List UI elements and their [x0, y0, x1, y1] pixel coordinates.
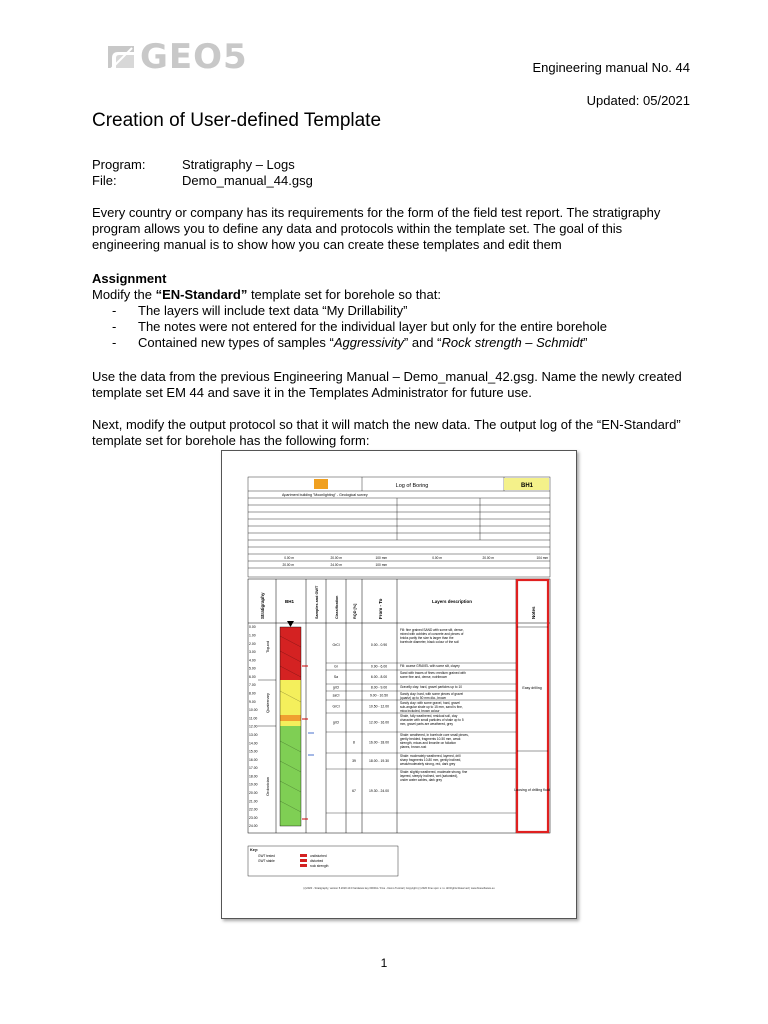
- fill-layer: [280, 627, 301, 680]
- bullet-italic: Aggressivity: [333, 335, 404, 350]
- logo-text: GEO5: [140, 37, 248, 77]
- depth-tick-label: 16.00: [249, 757, 258, 762]
- key-title: Key:: [250, 848, 259, 852]
- bullet-text: ” and “: [403, 335, 442, 350]
- bullet-text: The layers will include text data “My Drillability”: [138, 303, 408, 318]
- layer-range: 0.90 - 6.00: [370, 664, 388, 669]
- meta-label: File:: [92, 173, 117, 188]
- stratum-label: Ordovician: [265, 776, 270, 796]
- col-header-samples: Samples and GWT: [315, 585, 319, 619]
- drill-cell: 20.00 m: [282, 563, 294, 567]
- layer-description: Gravelly clay: hard, gravel particles up to 10: [400, 685, 463, 689]
- layer-rqd: 67: [352, 789, 356, 793]
- depth-tick-label: 19.00: [249, 782, 258, 787]
- borehole-column: [280, 621, 314, 826]
- depth-tick-label: 17.00: [249, 766, 258, 771]
- layer-description: Shale: moderately weathered, layered, drill sharp fragments 10-80 mm, gently inclined, weak/moderately strong, red, dark grey: [400, 754, 462, 766]
- layer-description: Shale: weathered, in borehole core small pieces, gently bedded, fragments 10-50 mm, weak strength, micas and limonite on foliation planes, brown-rust: [400, 733, 469, 749]
- layer-description: Fill: fine grained SAND with some silt, dense, mixed with cobbles of concrete and pieces of bricks partly the size is larger than the borehole diameter, black colour of the soil: [400, 628, 464, 644]
- depth-tick-label: 9.00: [249, 699, 256, 704]
- layer-description: Shale: slightly weathered, moderate strong, fine layered, steeply inclined, wet (saturated), under water cables, dark grey: [400, 770, 468, 782]
- key-item: GWT stable: [258, 859, 275, 863]
- paragraph-data-source: Use the data from the previous Engineering Manual – Demo_manual_42.gsg. Name the newly created template set EM 44 and save it in the Templates Administrator for future use.: [92, 369, 682, 400]
- layer-classification: grCl: [332, 685, 340, 690]
- key-items: [258, 854, 329, 868]
- lead-bold: “EN-Standard”: [155, 287, 248, 302]
- col-header-stratigraphy: Stratigraphy: [260, 592, 265, 619]
- assignment-list: [112, 303, 607, 351]
- bullet-italic: Rock strength – Schmidt: [441, 335, 584, 350]
- drill-cell: 24.00 m: [330, 563, 342, 567]
- layer-description: Sandy clay: hard, with some pieces of gravel (quartz) up to 50 mm dia., brown: [400, 692, 464, 700]
- depth-tick-label: 0.00: [249, 625, 256, 630]
- list-item: - The notes were not entered for the individual layer but only for the entire borehole: [112, 319, 608, 334]
- depth-tick-label: 13.00: [249, 732, 258, 737]
- log-footer: (c)2020 - Stratigraphy, version 5.2020.10.0 hardware key 000011 / Fine - Demo Tutorial | Copyright (c) 2020 Fine spol. s r.o. All Rights Reserved | www.finesoftware.eu: [303, 887, 495, 890]
- log-borehole-id: BH1: [520, 483, 534, 489]
- drill-cell: 20.00 m: [482, 556, 494, 560]
- layer-classification: Gr: [334, 664, 338, 669]
- geo5-logo: [104, 37, 248, 77]
- depth-tick-label: 12.00: [249, 724, 258, 729]
- depth-tick-label: 15.00: [249, 749, 258, 754]
- clay-layer: [280, 715, 301, 721]
- layer-range: 18.00 - 19.30: [369, 759, 389, 763]
- borehole-log-figure: [221, 450, 577, 919]
- col-header-notes: Notes: [531, 606, 536, 619]
- key-item: undisturbed: [310, 854, 327, 858]
- bullet-text: The notes were not entered for the individual layer but only for the entire borehole: [138, 319, 608, 334]
- meta-value: Stratigraphy – Logs: [182, 157, 295, 172]
- layer-classification: saCl: [332, 693, 340, 698]
- key-item: disturbed: [310, 859, 324, 863]
- meta-program: [92, 157, 295, 172]
- layer-rqd: 8: [353, 740, 355, 745]
- depth-axis: [249, 625, 258, 828]
- layer-range: 0.00 - 0.90: [370, 643, 388, 647]
- layer-description: Sandy clay: with some gravel, hard, gravel sub-angular shale up to 15 mm, sand is fine, mica included, brown colour: [400, 701, 463, 713]
- meta-value: Demo_manual_44.gsg: [182, 173, 313, 188]
- lead-text: Modify the: [92, 287, 156, 302]
- drill-cell: 0.00 m: [432, 556, 442, 560]
- layer-range: 6.00 - 8.00: [370, 675, 388, 679]
- list-item: - Contained new types of samples “Aggressivity” and “Rock strength – Schmidt”: [112, 335, 588, 350]
- layer-description: Fill: coarse GRAVEL with some silt, clayey: [400, 664, 460, 668]
- manual-number: Engineering manual No. 44: [532, 60, 690, 75]
- company-logo-icon: [314, 479, 328, 489]
- depth-tick-label: 6.00: [249, 674, 256, 679]
- depth-tick-label: 10.00: [249, 708, 258, 713]
- page-number: 1: [380, 956, 388, 970]
- note-easy-drilling: Easy drilling: [522, 686, 542, 690]
- log-title: Log of Boring: [395, 483, 429, 489]
- layer-range: 8.00 - 9.00: [370, 685, 388, 690]
- layer-description: Sand with traces of fines: medium grained with some fine and, dense, nutribrown: [400, 671, 466, 679]
- key-item: GWT tested: [258, 854, 275, 858]
- col-header-bh1: BH1: [285, 599, 295, 604]
- depth-tick-label: 18.00: [249, 774, 258, 779]
- bullet-text: Contained new types of samples “: [138, 335, 334, 350]
- drill-cell: 100 mm: [375, 556, 387, 560]
- depth-tick-label: 8.00: [249, 691, 256, 696]
- assignment-lead: [92, 287, 441, 302]
- key-item: rock strength: [310, 864, 329, 868]
- lead-text: template set for borehole so that:: [247, 287, 441, 302]
- assignment-heading: Assignment: [92, 271, 167, 286]
- depth-tick-label: 21.00: [249, 799, 258, 804]
- depth-tick-label: 20.00: [249, 791, 258, 796]
- depth-tick-label: 22.00: [249, 807, 258, 812]
- layer-range: 19.30 - 24.00: [369, 789, 389, 793]
- layer-range: 9.00 - 10.50: [369, 693, 389, 698]
- updated-date: Updated: 05/2021: [586, 93, 690, 108]
- depth-tick-label: 14.00: [249, 741, 258, 746]
- layer-range: 12.00 - 16.00: [369, 720, 389, 725]
- layer-rqd: 39: [352, 759, 356, 763]
- depth-tick-label: 5.00: [249, 666, 256, 671]
- depth-tick-label: 2.00: [249, 641, 256, 646]
- drill-cell: 104 mm: [536, 556, 548, 560]
- depth-tick-label: 4.00: [249, 658, 256, 663]
- col-header-layers: Layers description: [432, 599, 473, 604]
- col-header-from-to: From - To: [378, 598, 383, 619]
- layer-classification: GrCl: [332, 643, 340, 647]
- layer-range: 10.50 - 12.00: [369, 704, 389, 709]
- strata-labels: [265, 641, 270, 796]
- stratum-label: Quaternary: [265, 692, 270, 713]
- log-project: Apartment building "Moonlighting" - Geological survey: [282, 493, 368, 497]
- drill-cell: 100 mm: [375, 563, 387, 567]
- col-header-classification: Classification: [335, 595, 339, 619]
- shale-layer: [280, 726, 301, 826]
- depth-tick-label: 11.00: [249, 716, 258, 721]
- bullet-text: ”: [583, 335, 588, 350]
- col-header-rqd: RQD [%]: [353, 603, 357, 619]
- layer-classification: grCl: [332, 720, 340, 725]
- top-marker-icon: [287, 621, 294, 627]
- meta-file: [92, 173, 313, 188]
- drill-cell: 20.00 m: [330, 556, 342, 560]
- stratum-label: Tiquod: [265, 640, 270, 653]
- paragraph-output-protocol: Next, modify the output protocol so that it will match the new data. The output log of the “EN-Standard” template set for borehole has the following form:: [92, 417, 681, 448]
- drilling-table: [282, 556, 548, 567]
- column-headers: [260, 585, 536, 619]
- layer-rows: [326, 628, 516, 813]
- depth-tick-label: 3.00: [249, 650, 256, 655]
- depth-tick-label: 7.00: [249, 683, 256, 688]
- geo5-logo-mark-icon: [104, 40, 138, 74]
- layer-classification: Sa: [333, 675, 339, 679]
- log-header: [248, 477, 550, 577]
- depth-tick-label: 1.00: [249, 633, 256, 638]
- depth-tick-label: 24.00: [249, 824, 258, 829]
- intro-paragraph: Every country or company has its requirements for the form of the field test report. The stratigraphy program allows you to define any data and protocols within the template set. The goal of this engineering manual is to show how you can create these templates and edit them: [92, 205, 661, 252]
- depth-tick-label: 23.00: [249, 815, 258, 820]
- layer-classification: GrCl: [332, 704, 340, 709]
- list-item: - The layers will include text data “My Drillability”: [112, 303, 408, 318]
- drill-cell: 0.00 m: [284, 556, 294, 560]
- layer-description: Shale, fully weathered, residual soil, clay character with small particles of shale up to 5 mm, gravel parts are weathered, grey: [400, 714, 464, 726]
- layer-range: 16.00 - 18.00: [369, 740, 389, 745]
- note-loosing-fluid: Loosing of drilling fluid: [514, 788, 550, 792]
- page-title: Creation of User-defined Template: [92, 110, 382, 131]
- meta-label: Program:: [92, 157, 146, 172]
